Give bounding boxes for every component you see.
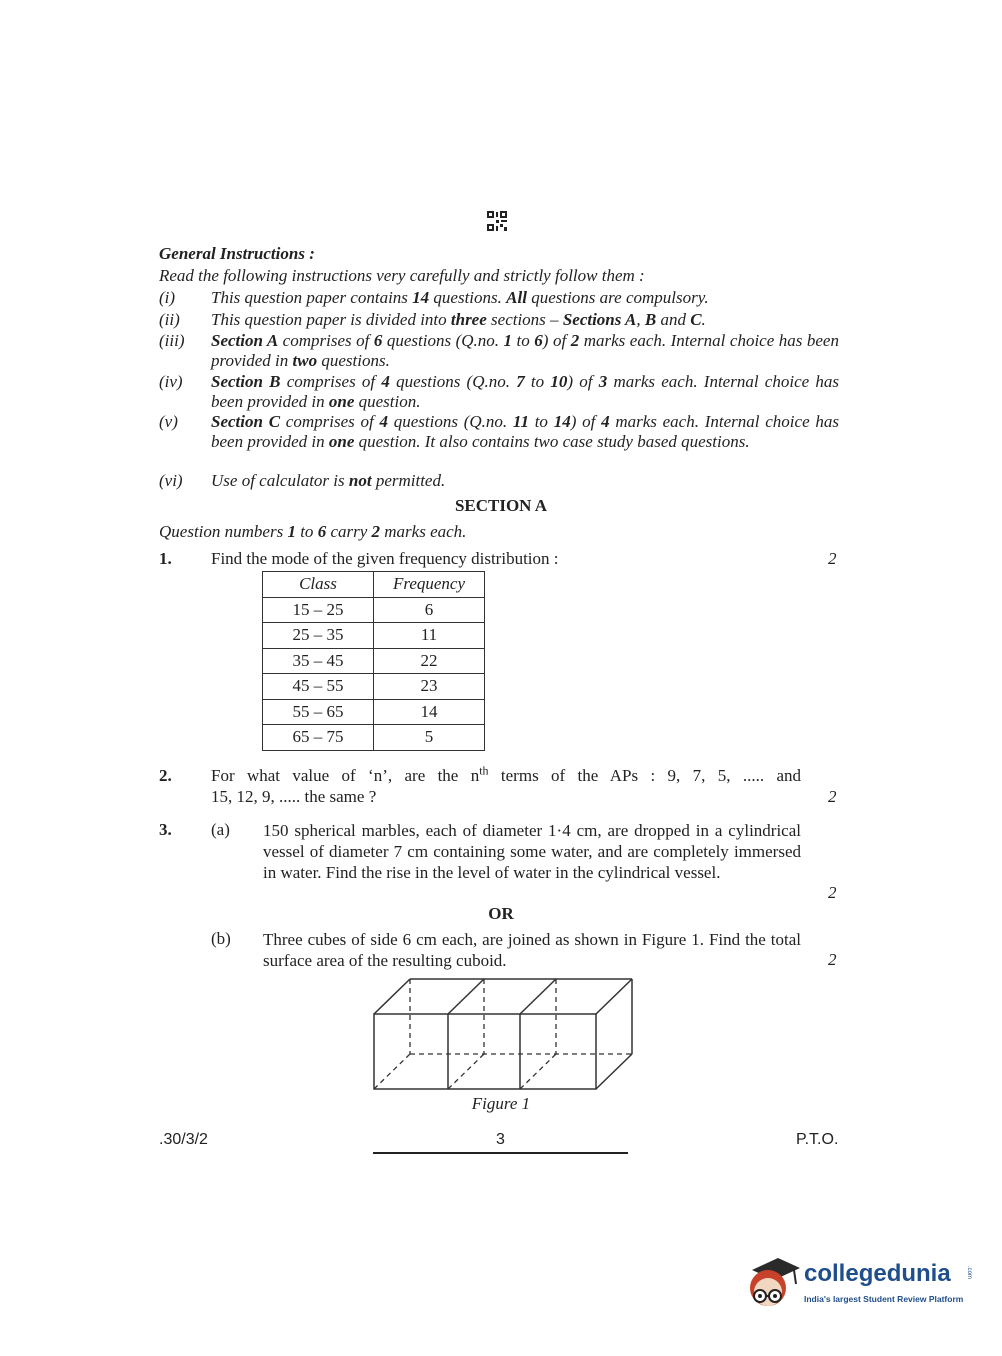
table-cell: 11 [374,623,485,649]
table-row [263,699,485,725]
table-cell: 22 [374,648,485,674]
instruction-number: (ii) [159,310,180,329]
part-label: (b) [211,929,231,948]
question-text: Find the mode of the given frequency distribution : [211,549,559,568]
table-cell: 55 – 65 [263,699,374,725]
table-row [263,597,485,623]
table-cell: 25 – 35 [263,623,374,649]
table-header: Class [263,572,374,598]
question-marks: 2 [828,787,837,806]
table-row [263,674,485,700]
top-divider [448,979,484,1014]
table-row [263,725,485,751]
instruction-text: This question paper contains 14 questions. All questions are compulsory. [211,288,709,307]
section-title: SECTION A [454,496,548,515]
table-row [263,623,485,649]
hidden-edge [374,1054,410,1089]
question-marks: 2 [828,883,837,902]
paper-code: .30/3/2 [159,1131,208,1148]
table-cell: 45 – 55 [263,674,374,700]
pto-label: P.T.O. [796,1131,839,1148]
table-row [263,648,485,674]
instruction-text: Section B comprises of 4 questions (Q.no. 7 to 10) of 3 marks each. Internal choice has been provided in one question. [211,372,839,411]
cuboid-front-face [374,1014,596,1089]
brand-tagline: India's largest Student Review Platform [804,1294,964,1304]
instruction-number: (iv) [159,372,183,391]
three-cubes-figure [370,976,636,1092]
frequency-table [262,571,485,751]
instructions-intro: Read the following instructions very carefully and strictly follow them : [159,266,645,285]
instruction-number: (iii) [159,331,185,350]
question-text-line2: 15, 12, 9, ..... the same ? [211,787,377,806]
top-divider [520,979,556,1014]
part-b-text: Three cubes of side 6 cm each, are joined as shown in Figure 1. Find the total surface area of the resulting cuboid. [263,930,801,970]
instructions-title: General Instructions : [159,244,315,263]
table-header-row [263,572,485,598]
collegedunia-watermark [742,1248,972,1318]
instruction-number: (i) [159,288,176,307]
question-marks: 2 [828,950,837,969]
instruction-number: (v) [159,412,178,431]
question-number: 1. [159,549,172,568]
table-cell: 14 [374,699,485,725]
table-cell: 23 [374,674,485,700]
qr-code-icon [487,211,507,231]
brand-name: collegedunia [804,1260,951,1287]
question-number: 3. [159,820,172,839]
table-cell: 6 [374,597,485,623]
question-text-line1: For what value of ‘n’, are the $n^{th}$ terms of the APs : 9, 7, 5, ..... and [211,763,801,785]
question-number: 2. [159,766,172,785]
table-cell: 65 – 75 [263,725,374,751]
instruction-number: (vi) [159,471,183,490]
table-cell: 35 – 45 [263,648,374,674]
hidden-edge [520,1054,556,1089]
footer-rule [373,1152,628,1154]
page-number: 3 [496,1131,505,1148]
part-a-text: 150 spherical marbles, each of diameter 1·4 cm, are dropped in a cylindrical vessel of diameter 7 cm containing some water, and are completely immersed in water. Find the rise in the level of water in the cylindrical vessel. [263,821,801,882]
part-label: (a) [211,820,230,839]
instruction-text: Section C comprises of 4 questions (Q.no. 11 to 14) of 4 marks each. Internal choice has been provided in one question. It also contains two case study based questions. [211,412,839,451]
section-note: Question numbers 1 to 6 carry 2 marks each. [159,522,467,541]
figure-caption: Figure 1 [471,1094,531,1113]
top-edge [596,979,632,1014]
table-header: Frequency [374,572,485,598]
table-cell: 15 – 25 [263,597,374,623]
instruction-text: Section A comprises of 6 questions (Q.no. 1 to 6) of 2 marks each. Internal choice has been provided in two questions. [211,331,839,370]
right-edge [596,1054,632,1089]
hidden-edge [448,1054,484,1089]
or-separator: OR [488,904,514,923]
instruction-text: This question paper is divided into three sections – Sections A, B and C. [211,310,706,329]
brand-domain: .com [966,1266,972,1280]
mascot-logo-icon [742,1252,802,1314]
table-cell: 5 [374,725,485,751]
top-edge [374,979,410,1014]
question-marks: 2 [828,549,837,568]
instruction-text: Use of calculator is not permitted. [211,471,446,490]
